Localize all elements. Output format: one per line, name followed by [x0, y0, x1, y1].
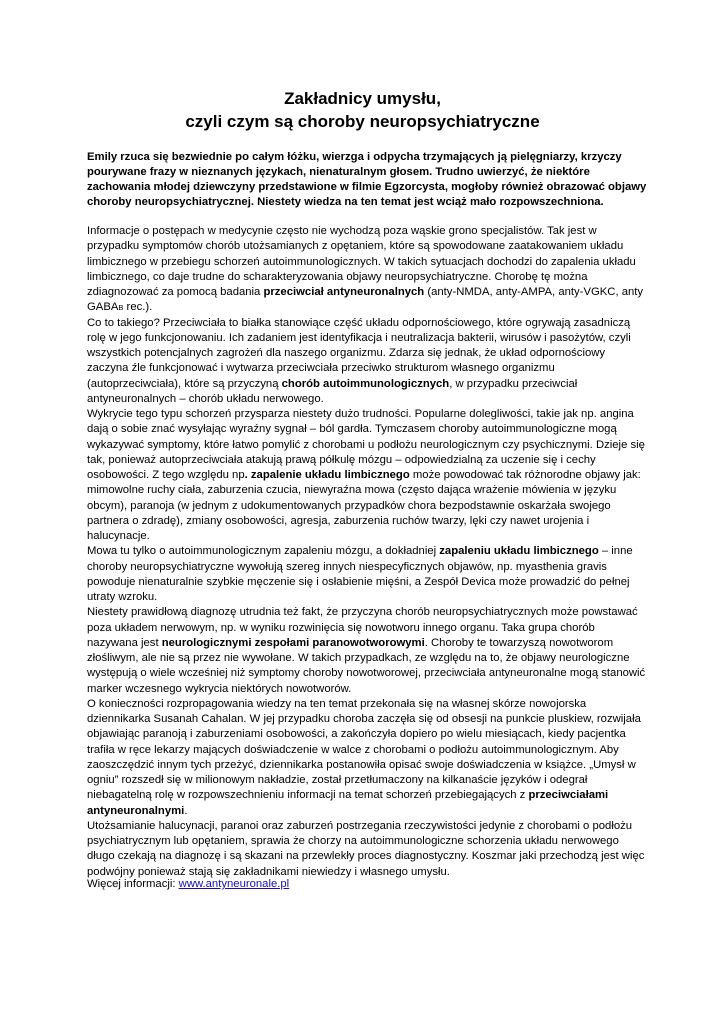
text-segment: Informacje o postępach w medycynie często nie wychodzą poza wąskie grono specjalistów. Tak jest w przypadku symptomów chorób utożsamianych z opętaniem, które są spowodowane zaatakowaniem układu limbicznego w przebiegu schorzeń autoimmunologicznych. W takich sytuacjach dochodzi do zapalenia układu limbicznego, co daje trudne do scharakteryzowania objawy neuropsychiatryczne. Chorobę tę można zdiagnozować za pomocą badania — [87, 225, 636, 298]
bold-term: przeciwciał antyneuronalnych — [263, 286, 425, 298]
text-segment: . — [184, 804, 188, 817]
subscript: B — [118, 303, 124, 313]
text-segment: Niestety prawidłową diagnozę utrudnia też fakt, że przyczyna chorób neuropsychiatrycznych może powstawać poza układem nerwowym, np. w wyniku rozwinięcia się nowotworu innego organu. Taka grupa chorób nazywana jest — [87, 606, 638, 649]
more-info-label: Więcej informacji: — [87, 878, 179, 890]
text-segment: może powodować tak różnorodne objawy jak: mimowolne ruchy ciała, zaburzenia czucia, niewyraźna mowa (często dająca wrażenie mówienia w języku obcym), paranoja (w jednym z udokumentowanych przypadków chora bezpodstawnie oskarżała swojego partnera o zdradę), zmiany osobowości, agresja, zaburzenia ruchów twarzy, lęki czy nawet urojenia i halucynacje. — [87, 469, 641, 542]
body-paragraph-1 — [87, 224, 647, 316]
text-segment: – inne choroby neuropsychiatryczne wywołują szereg innych niespecyficznych objawów, np. myasthenia gravis powoduje nienaturalnie szybkie męczenie się i osłabienie mięśni, a Zespół Devica może prowadzić do pełnej utraty wzroku. — [87, 545, 633, 603]
text-segment: Utożsamianie halucynacji, paranoi oraz zaburzeń postrzegania rzeczywistości jedynie z chorobami o podłożu psychiatrycznym lub opętaniem, sprawia że chorzy na autoimmunologiczne schorzenia układu nerwowego długo czekają na diagnozę i są skazani na przewlekły proces diagnostyczny. Koszmar jaki przechodzą jest więc podwójny ponieważ stają się zakładnikami niewiedzy i własnego umysłu. — [87, 819, 645, 878]
text-segment: . Choroby te towarzyszą nowotworom złośliwym, ale nie są przez nie wywołane. W takich przypadkach, ze względu na to, że objawy neurologiczne występują o wiele wcześniej niż symptomy choroby nowotworowej, przeciwciała antyneuronalne mogą stanowić marker wczesnego wykrycia niektórych nowotworów. — [87, 636, 646, 695]
text-segment: rec.). — [123, 301, 153, 314]
text-segment: , w przypadku przeciwciał antyneuronalnych – chorób układu nerwowego. — [87, 377, 578, 405]
bold-term: chorób autoimmunologicznych — [281, 377, 450, 390]
text-segment: O konieczności rozpropagowania wiedzy na ten temat przekonała się na własnej skórze nowojorska dziennikarka Susanah Cahalan. W jej przypadku choroba zaczęła się od obsesji na punkcie pluskiew, rozwijała objawiając paranoją i zaburzeniami osobowości, a zakończyła dopiero po wielu miesiącach, kiedy pacjentka trafiła w ręce lekarzy mających doświadczenie w walce z chorobami o podłożu autoimmunologicznym. Aby zaoszczędzić innym tych przeżyć, dziennikarka postanowiła opisać swoje doświadczenia w książce. „Umysł w ogniu” rozszedł się w milionowym nakładzie, został przetłumaczony na kilkanaście języków i odegrał niebagatelną rolę w rozpowszechnieniu informacji na temat schorzeń przebiegających z — [87, 697, 641, 802]
text-segment: Co to takiego? Przeciwciała to białka stanowiące część układu odpornościowego, które ogrywają zasadniczą rolę w jego funkcjonowaniu. Ich zadaniem jest identyfikacja i neutralizacja bakterii, wirusów i pasożytów, czyli wszystkich potencjalnych zagrożeń dla naszego organizmu. Zdarza się jednak, że układ odpornościowy zaczyna źle funkcjonować i wytwarza przeciwciała przeciwko strukturom własnego organizmu (autoprzeciwciała), które są przyczyną — [87, 316, 631, 390]
body-paragraph-6 — [87, 697, 647, 819]
body-paragraph-7 — [87, 819, 647, 880]
text-segment: Wykrycie tego typu schorzeń przysparza niestety dużo trudności. Popularne dolegliwości, takie jak np. angina dają o sobie znać wysyłając wyraźny sygnał – ból gardła. Tymczasem choroby autoimmunologiczne mogą wykazywać symptomy, które łatwo pomylić z chorobami u podłożu neurologicznym czy psychicznymi. Dzieje się tak, ponieważ autoprzeciwciała atakują prawą półkulę mózgu – odpowiedzialną za uczenie się i cechy osobowości. Z tego względu np — [87, 408, 645, 481]
more-info-line — [87, 877, 647, 892]
website-link[interactable]: www.antyneuronale.pl — [178, 878, 290, 890]
bold-term: . zapalenie układu limbicznego — [244, 469, 410, 481]
title-line-2: czyli czym są choroby neuropsychiatryczne — [185, 112, 540, 131]
text-segment: (anty-NMDA, anty-AMPA, anty-VGKC, anty GABA — [87, 286, 644, 314]
body-paragraph-3 — [87, 407, 647, 544]
body-paragraph-2 — [87, 316, 647, 408]
bold-term: neurologicznymi zespołami paranowotworowymi — [161, 636, 425, 649]
text-segment: Mowa tu tylko o autoimmunologicznym zapaleniu mózgu, a dokładniej — [87, 545, 440, 558]
bold-term: przeciwciałami antyneuronalnymi — [87, 789, 609, 817]
body-paragraph-5 — [87, 605, 647, 697]
document-title — [0, 87, 725, 133]
bold-term: zapaleniu układu limbicznego — [439, 545, 599, 558]
body-paragraph-4 — [87, 544, 647, 605]
title-line-1: Zakładnicy umysłu, — [284, 89, 441, 108]
lead-paragraph: Emily rzuca się bezwiednie po całym łóżku, wierzga i odpycha trzymających ją pielęgniarzy, krzyczy pourywane frazy w nieznanych językach, nienaturalnym głosem. Trudno uwierzyć, że niektóre zachowania młodej dziewczyny przedstawione w filmie Egzorcysta, mogłoby również obrazować objawy choroby neuropsychiatrycznej. Niestety wiedza na ten temat jest wciąż mało rozpowszechniona. — [87, 151, 647, 208]
article-body — [87, 224, 647, 880]
